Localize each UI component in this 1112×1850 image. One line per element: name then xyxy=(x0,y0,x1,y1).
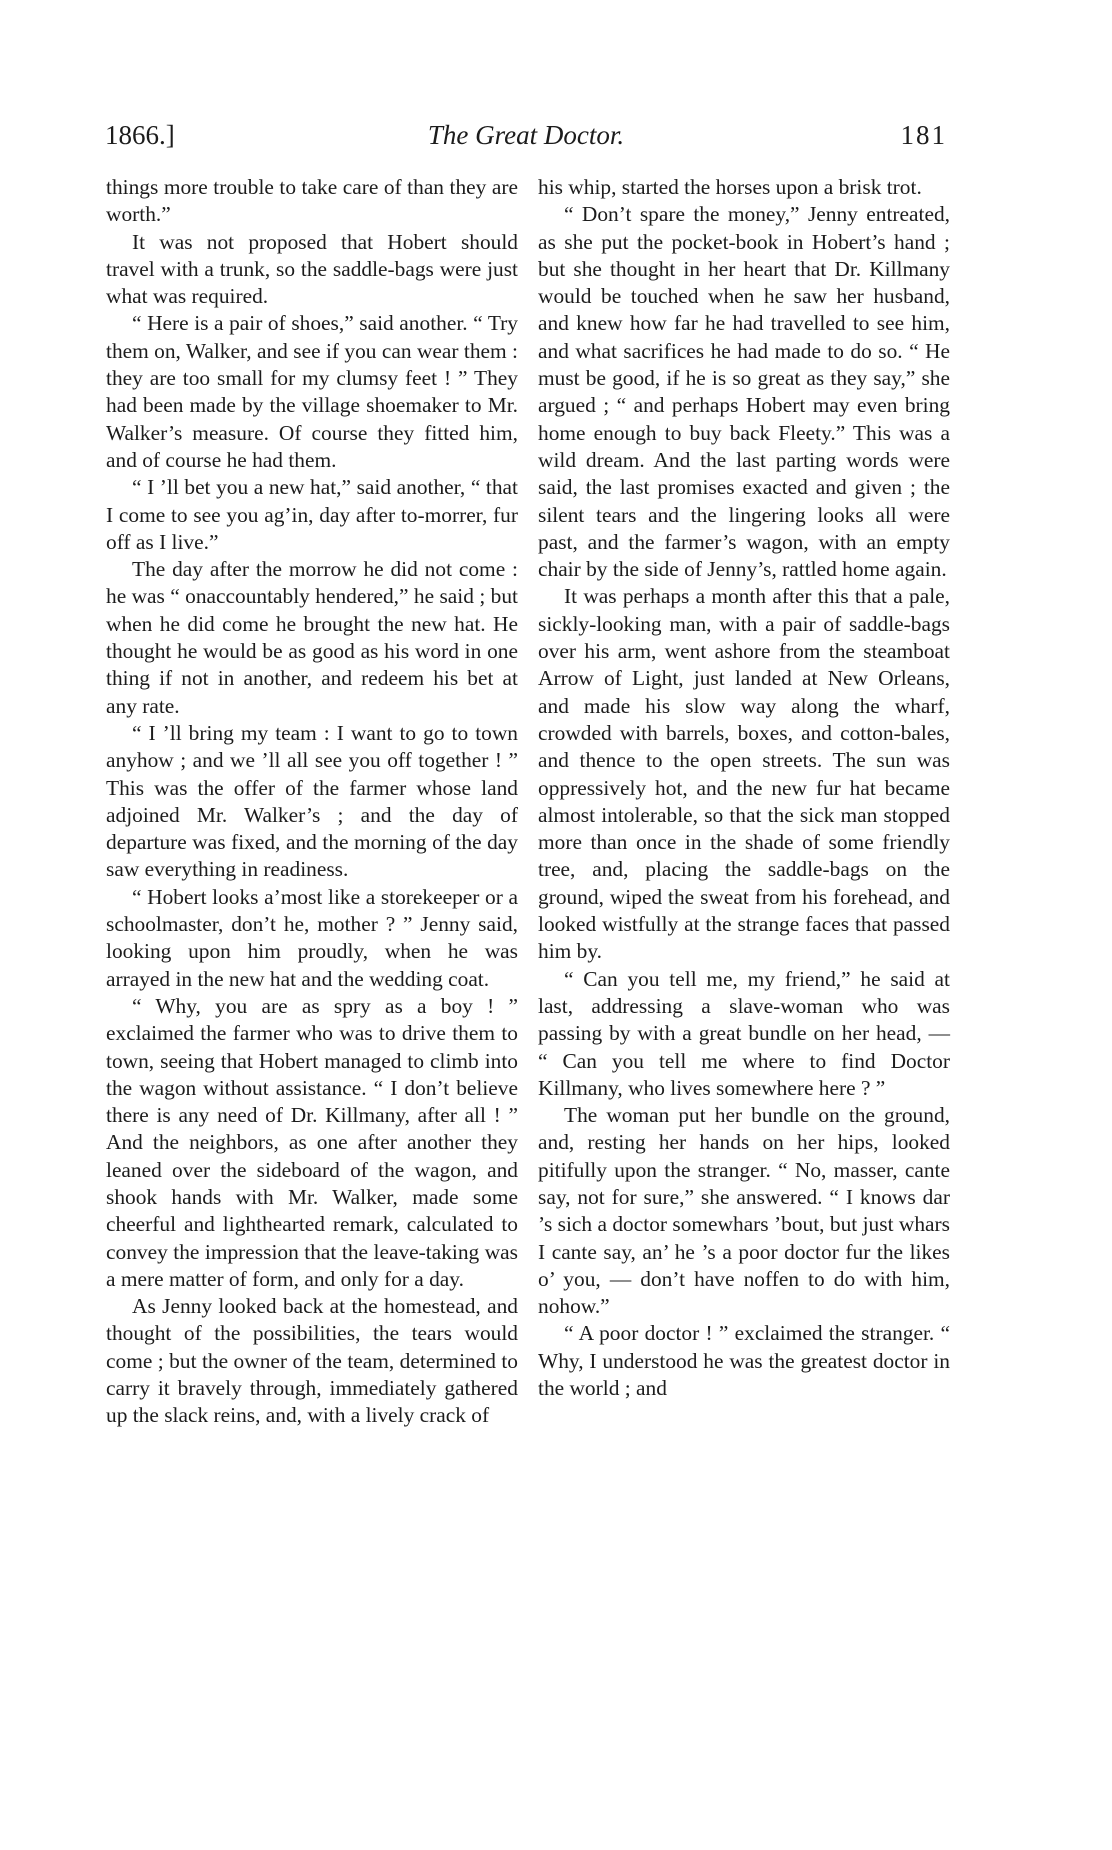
paragraph: “ Why, you are as spry as a boy ! ” exclaimed the farmer who was to drive them to town, seeing that Hobert managed to climb into the wagon without assistance. “ I don’t believe there is any need of Dr. Killmany, after all ! ” And the neighbors, as one after another they leaned over the sideboard of the wagon, and shook hands with Mr. Walker, made some cheerful and lighthearted remark, calculated to convey the impression that the leave-taking was a mere matter of form, and only for a day. xyxy=(106,993,518,1291)
header-year: 1866.] xyxy=(105,120,175,150)
paragraph: “ Can you tell me, my friend,” he said at last, addressing a slave-woman who was passing by with a great bundle on her head, — “ Can you tell me where to find Doctor Killmany, who lives somewhere here ? ” xyxy=(538,966,950,1100)
paragraph: “ Don’t spare the money,” Jenny entreated, as she put the pocket-book in Hobert’s hand ; but she thought in her heart that Dr. Killmany would be touched when he saw her husband, and knew how far he had travelled to see him, and what sacrifices he had made to do so. “ He must be good, if he is so great as they say,” she argued ; “ and perhaps Hobert may even bring home enough to buy back Fleety.” This was a wild dream. And the last parting words were said, the last promises exacted and given ; the silent tears and the lingering looks all were past, and the farmer’s wagon, with an empty chair by the side of Jenny’s, rattled home again. xyxy=(538,202,950,582)
right-column xyxy=(538,174,950,1402)
paragraph: It was perhaps a month after this that a pale, sickly-looking man, with a pair of saddle-bags over his arm, went ashore from the steamboat Arrow of Light, just landed at New Orleans, and made his slow way along the wharf, crowded with barrels, boxes, and cotton-bales, and thence to the open streets. The sun was oppressively hot, and the new fur hat became almost intolerable, so that the sick man stopped more than once in the shade of some friendly tree, and, placing the saddle-bags on the ground, wiped the sweat from his forehead, and looked wistfully at the strange faces that passed him by. xyxy=(538,584,950,964)
paragraph: “ Here is a pair of shoes,” said another. “ Try them on, Walker, and see if you can wear them : they are too small for my clumsy feet ! ” They had been made by the village shoemaker to Mr. Walker’s measure. Of course they fitted him, and of course he had them. xyxy=(106,311,518,472)
paragraph: As Jenny looked back at the homestead, and thought of the possibilities, the tears would come ; but the owner of the team, determined to carry it bravely through, immediately gathered up the slack reins, and, with a lively crack of xyxy=(106,1294,518,1428)
page-number: 181 xyxy=(900,120,947,150)
paragraph: The day after the morrow he did not come : he was “ onaccountably hendered,” he said ; but when he did come he brought the new hat. He thought he would be as good as his word in one thing if not in another, and redeem his bet at any rate. xyxy=(106,557,518,718)
running-header xyxy=(105,120,947,160)
paragraph: It was not proposed that Hobert should travel with a trunk, so the saddle-bags were just what was required. xyxy=(106,229,518,309)
paragraph: “ Hobert looks a’most like a storekeeper or a schoolmaster, don’t he, mother ? ” Jenny said, looking upon him proudly, when he was arrayed in the new hat and the wedding coat. xyxy=(106,884,518,991)
left-column xyxy=(106,174,518,1430)
paragraph: things more trouble to take care of than they are worth.” xyxy=(106,175,518,227)
paragraph: “ I ’ll bring my team : I want to go to town anyhow ; and we ’ll all see you off together ! ” This was the offer of the farmer whose land adjoined Mr. Walker’s ; and the day of departure was fixed, and the morning of the day saw everything in readiness. xyxy=(106,720,518,882)
paragraph: “ A poor doctor ! ” exclaimed the stranger. “ Why, I understood he was the greatest doctor in the world ; and xyxy=(538,1321,950,1401)
paragraph: The woman put her bundle on the ground, and, resting her hands on her hips, looked pitifully upon the stranger. “ No, masser, cante say, not for sure,” she answered. “ I knows dar ’s sich a doctor somewhars ’bout, but just whars I cante say, an’ he ’s a poor doctor fur the likes o’ you, — don’t have noffen to do with him, nohow.” xyxy=(538,1103,950,1319)
paragraph: his whip, started the horses upon a brisk trot. xyxy=(538,175,922,199)
header-title: The Great Doctor. xyxy=(427,120,625,150)
paragraph: “ I ’ll bet you a new hat,” said another, “ that I come to see you ag’in, day after to-morrer, fur off as I live.” xyxy=(106,475,518,554)
